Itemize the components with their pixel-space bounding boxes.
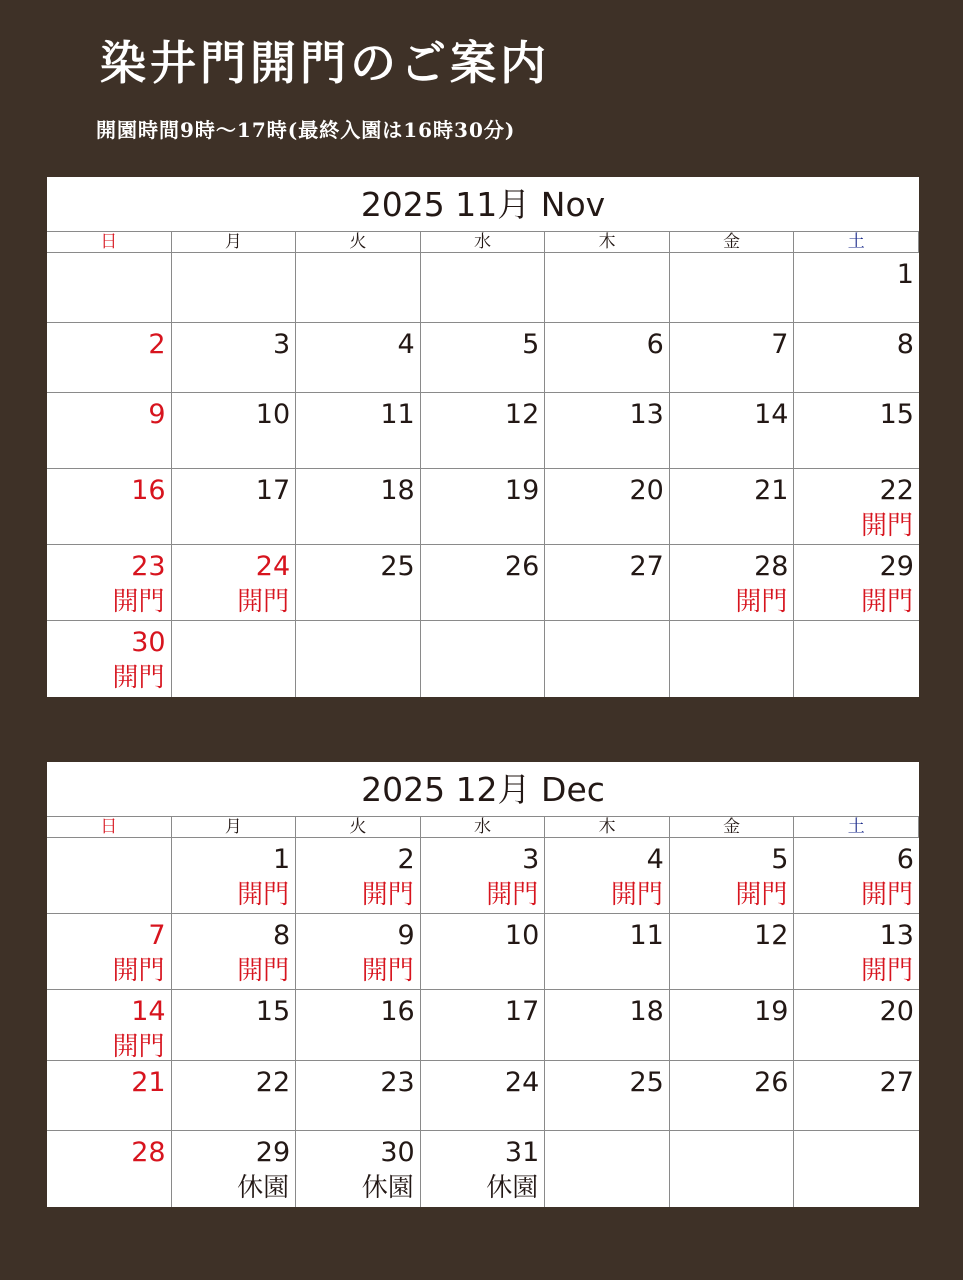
day-cell — [794, 545, 919, 621]
park-closed-label: 休園 — [361, 1173, 414, 1203]
empty-cell — [545, 1131, 670, 1207]
day-cell — [47, 990, 172, 1061]
empty-cell — [794, 1131, 919, 1207]
weekday-header: 木 — [545, 232, 670, 253]
day-number: 27 — [879, 1067, 914, 1098]
day-number: 26 — [754, 1067, 789, 1098]
day-number: 24 — [255, 551, 291, 582]
day-cell — [47, 393, 172, 469]
gate-open-label: 開門 — [112, 587, 165, 617]
gate-open-label: 開門 — [237, 880, 290, 910]
weekday-header: 月 — [172, 817, 297, 838]
day-number: 16 — [380, 996, 415, 1027]
day-number: 23 — [380, 1067, 415, 1098]
day-number: 22 — [255, 1067, 291, 1098]
day-cell — [794, 1061, 919, 1131]
day-cell — [670, 914, 795, 990]
gate-open-label: 開門 — [486, 880, 539, 910]
weekday-header: 金 — [670, 817, 795, 838]
opening-hours: 開園時間9時〜17時(最終入園は16時30分) — [96, 118, 516, 142]
weekday-header: 土 — [794, 232, 919, 253]
day-cell — [296, 469, 421, 545]
empty-cell — [296, 253, 421, 323]
day-number: 28 — [754, 551, 789, 582]
day-number: 25 — [629, 1067, 664, 1098]
day-number: 21 — [754, 475, 789, 506]
empty-cell — [421, 621, 546, 697]
day-number: 14 — [754, 399, 789, 430]
calendar-month-header: 2025 11月 Nov — [47, 177, 919, 232]
day-number: 26 — [504, 551, 540, 582]
weekday-header: 日 — [47, 232, 172, 253]
day-cell — [296, 838, 421, 914]
day-cell — [47, 323, 172, 393]
empty-cell — [47, 838, 172, 914]
gate-open-label: 開門 — [237, 956, 290, 986]
day-cell — [545, 990, 670, 1061]
weekday-header: 木 — [545, 817, 670, 838]
day-number: 21 — [131, 1067, 166, 1098]
day-cell — [794, 253, 919, 323]
day-number: 31 — [504, 1137, 540, 1168]
day-number: 17 — [255, 475, 291, 506]
day-cell — [545, 393, 670, 469]
day-cell — [794, 914, 919, 990]
day-number: 2 — [148, 329, 166, 360]
day-number: 12 — [504, 399, 540, 430]
day-cell — [47, 469, 172, 545]
day-number: 5 — [522, 329, 540, 360]
gate-open-label: 開門 — [112, 1032, 165, 1062]
day-cell — [794, 393, 919, 469]
day-cell — [421, 838, 546, 914]
day-cell — [47, 545, 172, 621]
empty-cell — [421, 253, 546, 323]
weekday-header: 土 — [794, 817, 919, 838]
day-cell — [296, 1061, 421, 1131]
day-number: 20 — [629, 475, 664, 506]
day-cell — [670, 1061, 795, 1131]
day-cell — [545, 1061, 670, 1131]
park-closed-label: 休園 — [486, 1173, 539, 1203]
day-number: 20 — [879, 996, 914, 1027]
day-number: 12 — [754, 920, 789, 951]
gate-open-label: 開門 — [361, 956, 414, 986]
day-number: 15 — [879, 399, 914, 430]
day-cell — [296, 914, 421, 990]
day-number: 11 — [629, 920, 664, 951]
empty-cell — [545, 621, 670, 697]
day-number: 16 — [131, 475, 166, 506]
day-number: 7 — [148, 920, 166, 951]
day-number: 8 — [896, 329, 914, 360]
day-number: 23 — [131, 551, 166, 582]
gate-open-label: 開門 — [860, 956, 913, 986]
day-cell — [421, 393, 546, 469]
day-number: 30 — [131, 627, 166, 658]
day-cell — [47, 621, 172, 697]
day-cell — [794, 838, 919, 914]
day-cell — [421, 990, 546, 1061]
day-number: 9 — [148, 399, 166, 430]
day-number: 14 — [131, 996, 166, 1027]
empty-cell — [172, 253, 297, 323]
day-number: 10 — [255, 399, 291, 430]
day-number: 22 — [879, 475, 914, 506]
gate-open-label: 開門 — [237, 587, 290, 617]
gate-open-label: 開門 — [735, 587, 788, 617]
gate-open-label: 開門 — [860, 587, 913, 617]
day-cell — [794, 990, 919, 1061]
day-cell — [670, 323, 795, 393]
day-number: 28 — [131, 1137, 166, 1168]
day-number: 8 — [272, 920, 291, 951]
day-number: 7 — [771, 329, 789, 360]
day-number: 18 — [380, 475, 415, 506]
day-number: 2 — [397, 844, 415, 875]
day-cell — [794, 469, 919, 545]
empty-cell — [794, 621, 919, 697]
day-number: 1 — [896, 259, 914, 290]
page-title: 染井門開門のご案内 — [100, 36, 550, 90]
day-cell — [172, 990, 297, 1061]
day-cell — [172, 545, 297, 621]
day-number: 3 — [522, 844, 540, 875]
day-cell — [421, 469, 546, 545]
day-cell — [421, 1061, 546, 1131]
day-number: 4 — [397, 329, 415, 360]
gate-open-label: 開門 — [860, 880, 913, 910]
day-cell — [296, 990, 421, 1061]
day-number: 19 — [754, 996, 789, 1027]
day-cell — [47, 1131, 172, 1207]
weekday-header: 水 — [421, 817, 546, 838]
day-number: 11 — [380, 399, 415, 430]
day-number: 29 — [255, 1137, 291, 1168]
park-closed-label: 休園 — [237, 1173, 290, 1203]
day-cell — [296, 393, 421, 469]
empty-cell — [670, 1131, 795, 1207]
calendar-december — [47, 762, 919, 1207]
day-cell — [421, 545, 546, 621]
day-number: 25 — [380, 551, 415, 582]
day-cell — [545, 914, 670, 990]
day-number: 3 — [272, 329, 291, 360]
day-cell — [172, 323, 297, 393]
empty-cell — [670, 253, 795, 323]
calendar-november — [47, 177, 919, 697]
calendar-month-header: 2025 12月 Dec — [47, 762, 919, 817]
day-cell — [794, 323, 919, 393]
day-cell — [545, 838, 670, 914]
day-cell — [172, 1061, 297, 1131]
gate-open-label: 開門 — [860, 511, 913, 541]
empty-cell — [47, 253, 172, 323]
calendar-grid — [47, 232, 919, 697]
day-cell — [172, 1131, 297, 1207]
day-cell — [172, 393, 297, 469]
day-cell — [421, 914, 546, 990]
day-cell — [545, 469, 670, 545]
weekday-header: 火 — [296, 232, 421, 253]
gate-open-label: 開門 — [112, 956, 165, 986]
day-cell — [296, 1131, 421, 1207]
gate-open-label: 開門 — [361, 880, 414, 910]
day-number: 5 — [771, 844, 789, 875]
day-number: 6 — [646, 329, 664, 360]
day-cell — [172, 914, 297, 990]
day-cell — [670, 469, 795, 545]
weekday-header: 金 — [670, 232, 795, 253]
day-cell — [545, 545, 670, 621]
day-number: 30 — [380, 1137, 415, 1168]
day-cell — [296, 323, 421, 393]
weekday-header: 火 — [296, 817, 421, 838]
day-cell — [172, 838, 297, 914]
day-number: 18 — [629, 996, 664, 1027]
day-cell — [172, 469, 297, 545]
day-number: 19 — [504, 475, 540, 506]
gate-open-label: 開門 — [735, 880, 788, 910]
day-cell — [296, 545, 421, 621]
day-number: 24 — [504, 1067, 540, 1098]
gate-open-label: 開門 — [112, 663, 165, 693]
day-number: 1 — [272, 844, 291, 875]
day-number: 13 — [629, 399, 664, 430]
day-number: 13 — [879, 920, 914, 951]
day-cell — [421, 1131, 546, 1207]
day-number: 27 — [629, 551, 664, 582]
day-cell — [670, 838, 795, 914]
day-number: 15 — [255, 996, 291, 1027]
day-cell — [670, 990, 795, 1061]
day-number: 6 — [896, 844, 914, 875]
day-cell — [421, 323, 546, 393]
calendar-grid — [47, 817, 919, 1207]
empty-cell — [670, 621, 795, 697]
weekday-header: 水 — [421, 232, 546, 253]
day-number: 4 — [646, 844, 664, 875]
weekday-header: 日 — [47, 817, 172, 838]
day-cell — [670, 393, 795, 469]
day-cell — [670, 545, 795, 621]
day-number: 29 — [879, 551, 914, 582]
day-cell — [545, 323, 670, 393]
weekday-header: 月 — [172, 232, 297, 253]
empty-cell — [296, 621, 421, 697]
gate-open-label: 開門 — [610, 880, 663, 910]
day-number: 9 — [397, 920, 415, 951]
day-cell — [47, 914, 172, 990]
day-number: 10 — [504, 920, 540, 951]
empty-cell — [172, 621, 297, 697]
empty-cell — [545, 253, 670, 323]
day-number: 17 — [504, 996, 540, 1027]
day-cell — [47, 1061, 172, 1131]
